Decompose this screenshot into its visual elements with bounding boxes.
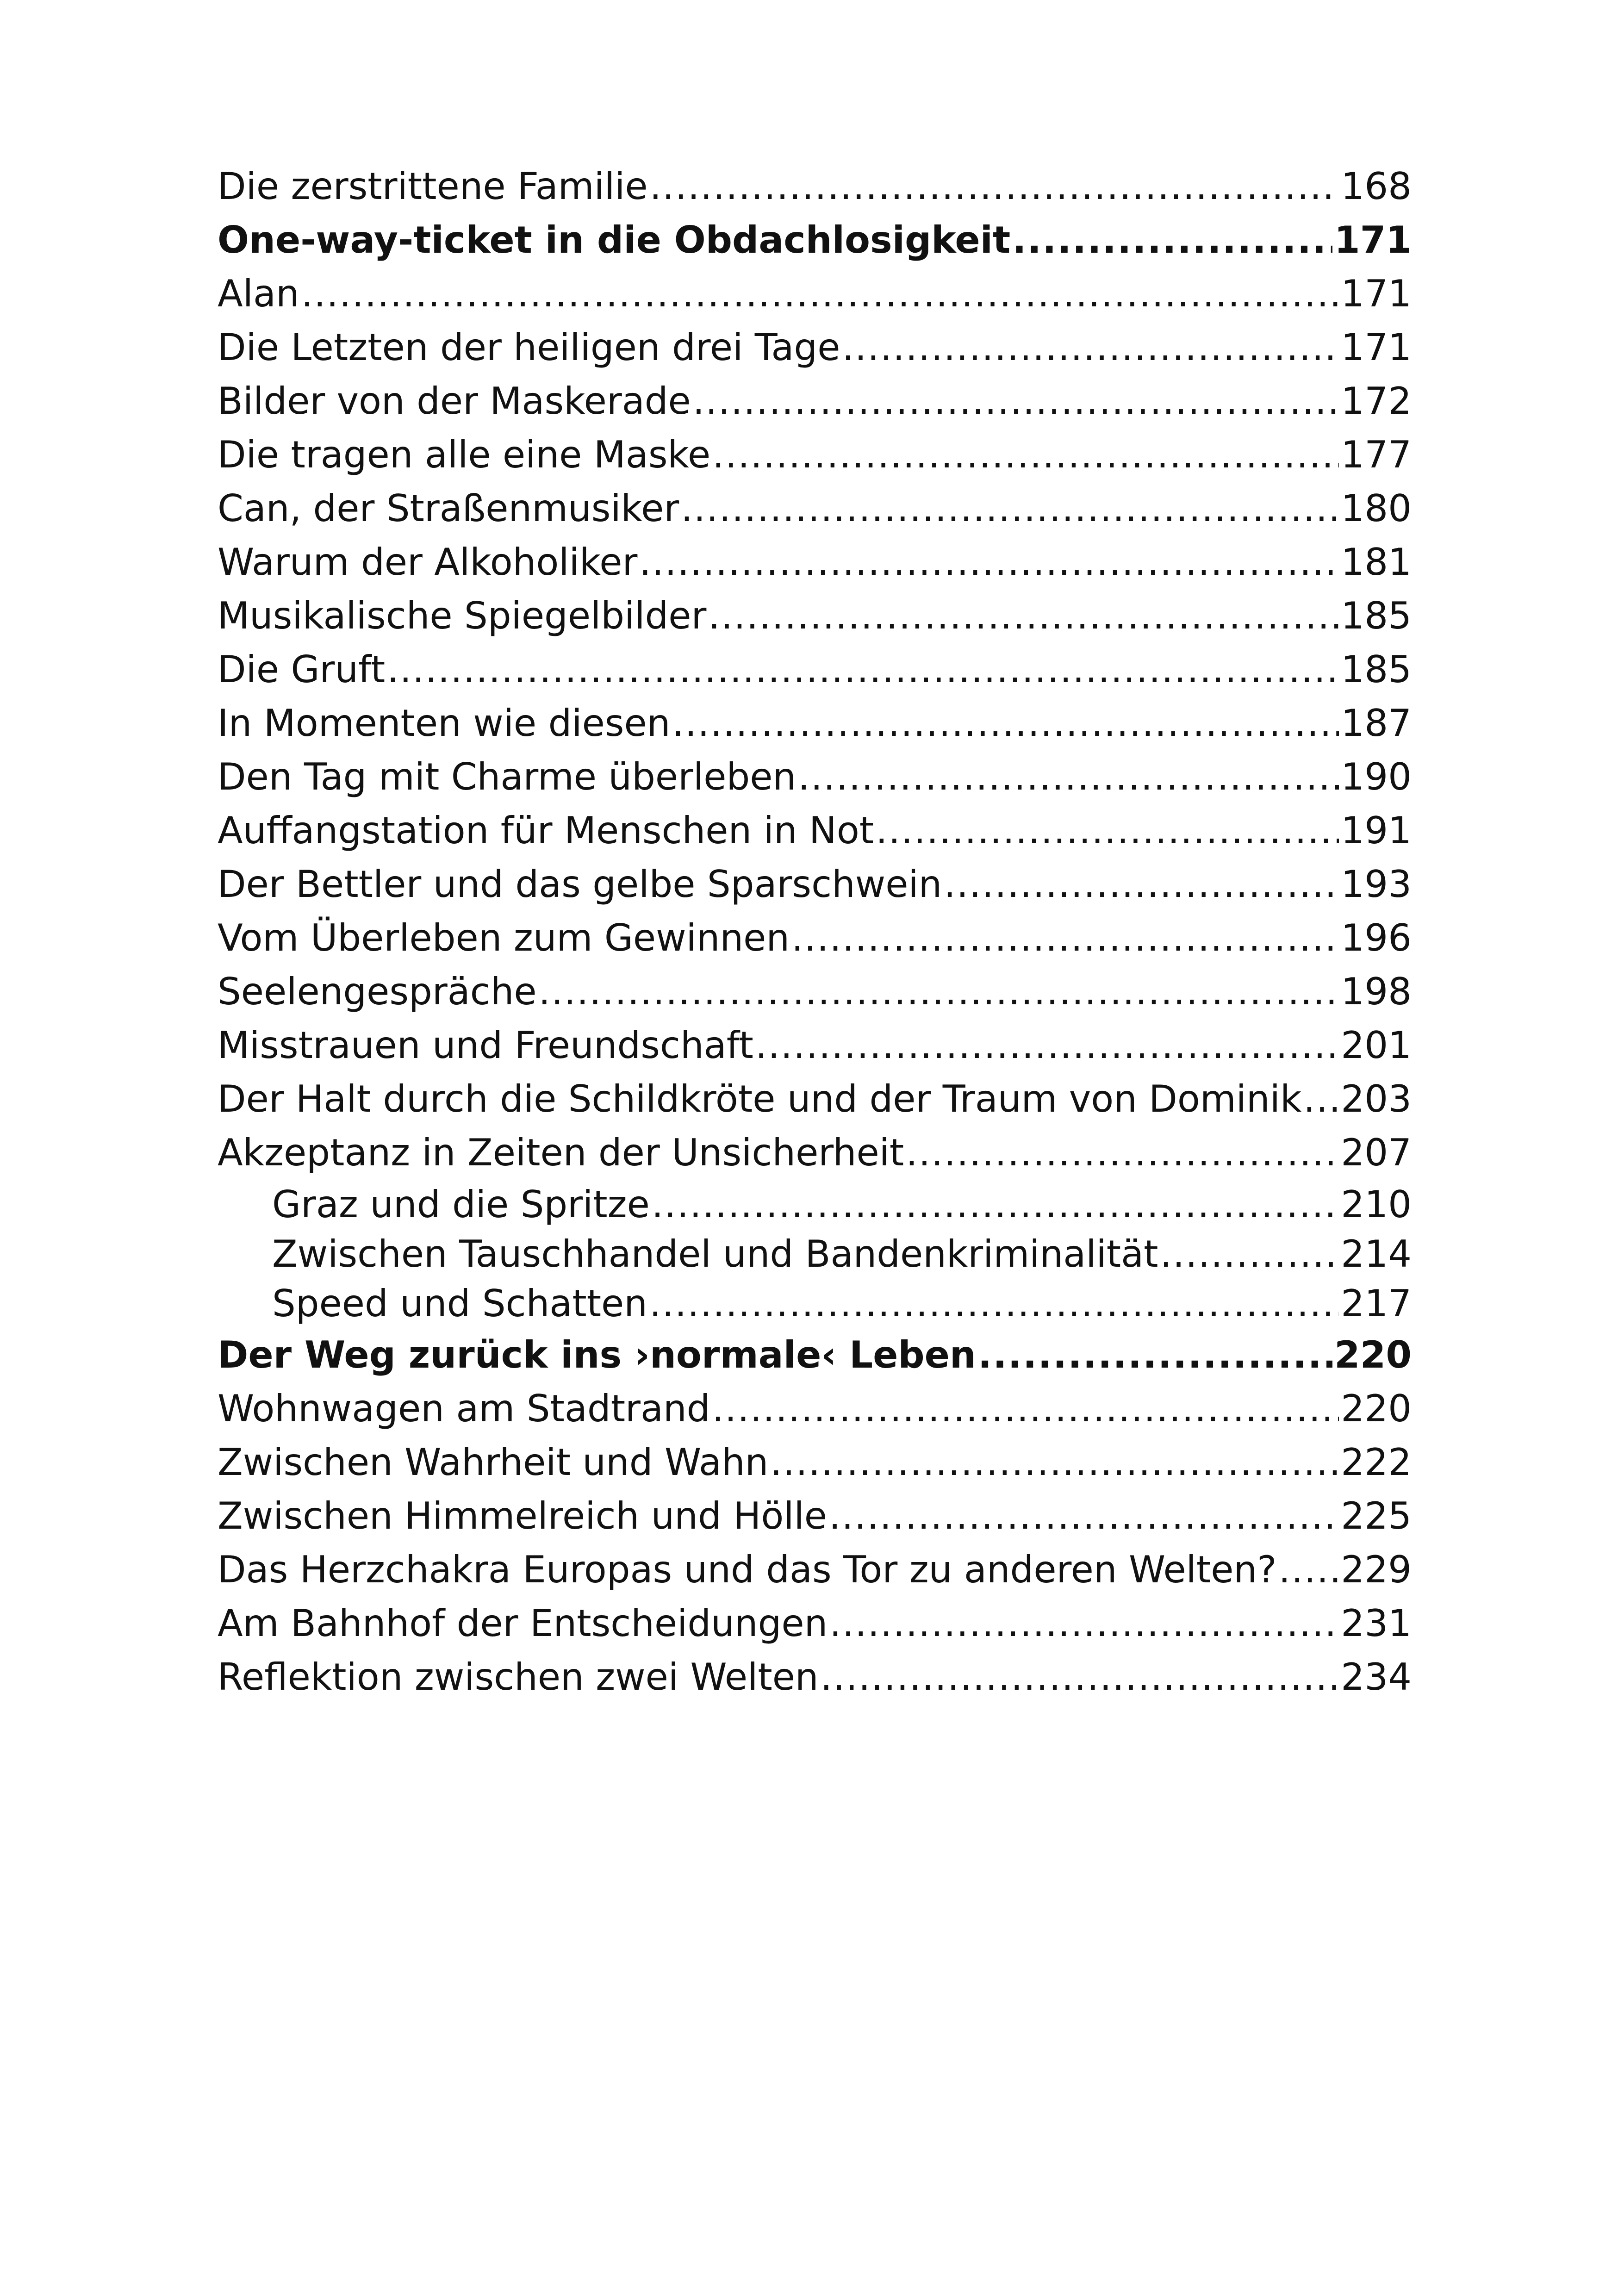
toc-chapter-entry[interactable] (218, 213, 1412, 267)
toc-entry-title: In Momenten wie diesen (218, 697, 672, 750)
toc-dot-leader (944, 858, 1339, 911)
toc-section-entry[interactable] (218, 428, 1412, 482)
toc-entry-page-number: 172 (1341, 380, 1412, 423)
toc-section-entry[interactable] (218, 160, 1412, 213)
toc-entry-page-number: 185 (1341, 648, 1412, 691)
toc-section-entry[interactable] (218, 858, 1412, 911)
toc-dot-leader (791, 911, 1339, 965)
toc-entry-page-number: 177 (1341, 433, 1412, 476)
toc-dot-leader (1160, 1229, 1339, 1279)
toc-dot-leader (978, 1328, 1332, 1382)
toc-entry-title: Der Halt durch die Schildkröte und der Traum von Dominik (218, 1072, 1303, 1126)
toc-entry-page-number: 201 (1341, 1024, 1412, 1067)
toc-entry-page-number: 168 (1341, 165, 1412, 208)
toc-entry-page-number: 229 (1341, 1548, 1412, 1591)
toc-entry-title: Speed und Schatten (272, 1279, 649, 1328)
toc-entry-page-number: 171 (1334, 218, 1412, 261)
toc-dot-leader (829, 1489, 1339, 1543)
toc-entry-page-number: 185 (1341, 594, 1412, 637)
toc-dot-leader (821, 1650, 1339, 1704)
toc-section-entry[interactable] (218, 321, 1412, 374)
toc-entry-page-number: 187 (1341, 702, 1412, 745)
toc-section-entry[interactable] (218, 1650, 1412, 1704)
toc-entry-page-number: 190 (1341, 755, 1412, 798)
toc-entry-page-number: 220 (1334, 1333, 1412, 1376)
toc-entry-page-number: 180 (1341, 487, 1412, 530)
toc-subsection-entry[interactable] (218, 1279, 1412, 1328)
toc-section-entry[interactable] (218, 750, 1412, 804)
toc-section-entry[interactable] (218, 1597, 1412, 1650)
toc-section-entry[interactable] (218, 374, 1412, 428)
toc-dot-leader (770, 1436, 1339, 1489)
toc-entry-title: Graz und die Spritze (272, 1180, 652, 1229)
toc-entry-page-number: 231 (1341, 1602, 1412, 1645)
toc-dot-leader (693, 374, 1339, 428)
toc-dot-leader (387, 643, 1339, 697)
toc-dot-leader (798, 750, 1339, 804)
toc-entry-title: Musikalische Spiegelbilder (218, 589, 708, 643)
toc-section-entry[interactable] (218, 1072, 1412, 1126)
toc-entry-page-number: 225 (1341, 1494, 1412, 1537)
toc-dot-leader (712, 428, 1339, 482)
toc-dot-leader (1279, 1543, 1339, 1597)
toc-dot-leader (301, 267, 1339, 321)
toc-entry-title: Zwischen Himmelreich und Hölle (218, 1489, 829, 1543)
toc-entry-page-number: 193 (1341, 863, 1412, 906)
toc-subsection-entry[interactable] (218, 1229, 1412, 1279)
toc-section-entry[interactable] (218, 482, 1412, 535)
toc-entry-title: One-way-ticket in die Obdachlosigkeit (218, 213, 1012, 267)
toc-dot-leader (1303, 1072, 1339, 1126)
toc-entry-page-number: 196 (1341, 916, 1412, 959)
toc-dot-leader (876, 804, 1339, 858)
toc-entry-page-number: 171 (1341, 326, 1412, 369)
toc-entry-page-number: 203 (1341, 1077, 1412, 1120)
toc-dot-leader (681, 482, 1339, 535)
toc-dot-leader (650, 160, 1339, 213)
toc-entry-title: Seelengespräche (218, 965, 539, 1019)
toc-entry-title: Die Gruft (218, 643, 387, 697)
toc-entry-title: Zwischen Wahrheit und Wahn (218, 1436, 770, 1489)
toc-entry-title: Bilder von der Maskerade (218, 374, 693, 428)
toc-entry-title: Die Letzten der heiligen drei Tage (218, 321, 842, 374)
toc-dot-leader (755, 1019, 1339, 1072)
toc-dot-leader (539, 965, 1339, 1019)
toc-entry-title: Zwischen Tauschhandel und Bandenkriminalität (272, 1229, 1160, 1279)
toc-entry-page-number: 210 (1341, 1183, 1412, 1226)
toc-entry-page-number: 181 (1341, 541, 1412, 584)
toc-chapter-entry[interactable] (218, 1328, 1412, 1382)
toc-dot-leader (639, 535, 1339, 589)
toc-entry-title: Der Bettler und das gelbe Sparschwein (218, 858, 944, 911)
toc-section-entry[interactable] (218, 1126, 1412, 1180)
toc-entry-title: Vom Überleben zum Gewinnen (218, 911, 791, 965)
toc-entry-page-number: 171 (1341, 272, 1412, 315)
toc-dot-leader (842, 321, 1339, 374)
toc-entry-page-number: 191 (1341, 809, 1412, 852)
toc-section-entry[interactable] (218, 267, 1412, 321)
toc-entry-page-number: 220 (1341, 1387, 1412, 1430)
toc-entry-title: Die tragen alle eine Maske (218, 428, 712, 482)
toc-entry-title: Akzeptanz in Zeiten der Unsicherheit (218, 1126, 906, 1180)
toc-entry-title: Alan (218, 267, 301, 321)
toc-section-entry[interactable] (218, 643, 1412, 697)
toc-dot-leader (672, 697, 1339, 750)
toc-section-entry[interactable] (218, 535, 1412, 589)
toc-section-entry[interactable] (218, 1489, 1412, 1543)
toc-entry-title: Wohnwagen am Stadtrand (218, 1382, 712, 1436)
toc-entry-page-number: 222 (1341, 1441, 1412, 1484)
toc-entry-page-number: 217 (1341, 1282, 1412, 1325)
toc-dot-leader (649, 1279, 1339, 1328)
toc-entry-title: Der Weg zurück ins ›normale‹ Leben (218, 1328, 978, 1382)
toc-section-entry[interactable] (218, 1019, 1412, 1072)
toc-entry-title: Die zerstrittene Familie (218, 160, 650, 213)
toc-entry-title: Das Herzchakra Europas und das Tor zu anderen Welten? (218, 1543, 1279, 1597)
toc-entry-title: Den Tag mit Charme überleben (218, 750, 798, 804)
toc-section-entry[interactable] (218, 1382, 1412, 1436)
toc-entry-title: Warum der Alkoholiker (218, 535, 639, 589)
toc-dot-leader (906, 1126, 1339, 1180)
toc-entry-title: Auffangstation für Menschen in Not (218, 804, 876, 858)
toc-dot-leader (708, 589, 1339, 643)
toc-entry-title: Reflektion zwischen zwei Welten (218, 1650, 821, 1704)
toc-section-entry[interactable] (218, 911, 1412, 965)
toc-entry-page-number: 214 (1341, 1232, 1412, 1276)
toc-entry-title: Can, der Straßenmusiker (218, 482, 681, 535)
toc-entry-title: Am Bahnhof der Entscheidungen (218, 1597, 829, 1650)
toc-section-entry[interactable] (218, 1543, 1412, 1597)
toc-subsection-entry[interactable] (218, 1180, 1412, 1229)
toc-section-entry[interactable] (218, 965, 1412, 1019)
toc-dot-leader (712, 1382, 1339, 1436)
toc-entry-page-number: 198 (1341, 970, 1412, 1013)
toc-section-entry[interactable] (218, 1436, 1412, 1489)
toc-entry-page-number: 207 (1341, 1131, 1412, 1174)
toc-dot-leader (1012, 213, 1332, 267)
toc-section-entry[interactable] (218, 697, 1412, 750)
toc-section-entry[interactable] (218, 589, 1412, 643)
toc-entry-title: Misstrauen und Freundschaft (218, 1019, 755, 1072)
table-of-contents (218, 160, 1412, 1704)
toc-dot-leader (829, 1597, 1339, 1650)
toc-entry-page-number: 234 (1341, 1655, 1412, 1699)
toc-section-entry[interactable] (218, 804, 1412, 858)
toc-dot-leader (652, 1180, 1339, 1229)
